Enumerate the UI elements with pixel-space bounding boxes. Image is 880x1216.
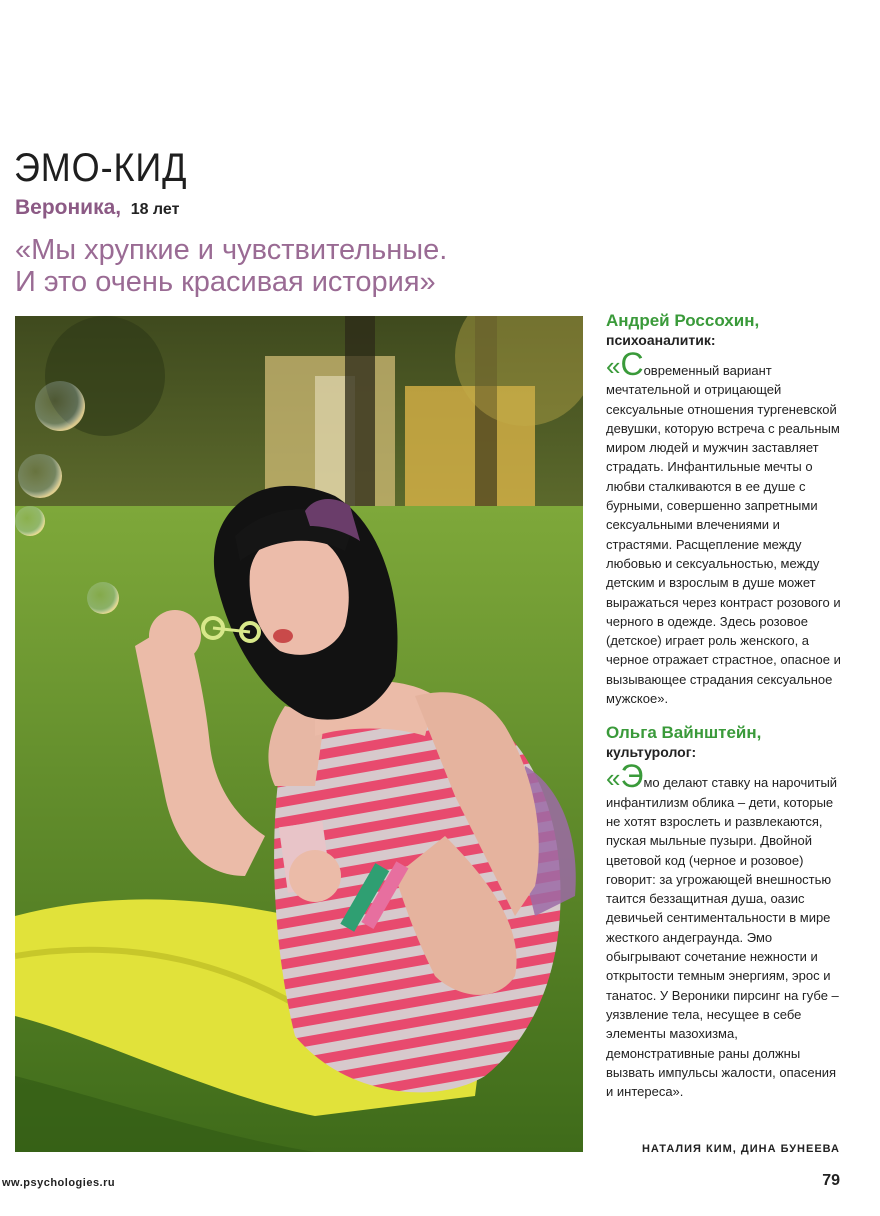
person-age: 18 лет [130, 201, 180, 218]
pull-quote [15, 234, 575, 298]
open-quote-mark: « [606, 763, 621, 794]
drop-cap: С [620, 346, 644, 382]
expert-quote [606, 758, 841, 1101]
expert-role: культуролог: [606, 744, 697, 761]
author-credits: НАТАЛИЯ КИМ, ДИНА БУНЕЕВА [641, 1143, 840, 1155]
person-heading [15, 196, 179, 220]
expert-name: Ольга Вайнштейн, [606, 723, 762, 743]
expert-quote-text: мо делают ставку на нарочитый инфантилизм облика – дети, которые не хотят взрослеть и развлекаются, пуская мыльные пузыри. Двойной цветовой код (черное и розовое) говорит: за угрожающей внешностью таится беззащитная душа, оазис девичьей сентиментальности в мире жесткого андеграунда. Эмо обыгрывают сочетание нежности и открытости темным энергиям, эрос и танатос. У Вероники пирсинг на губе – уязвление тела, несущее в себе элементы мазохизма, демонстративные раны должны вызвать импульсы жалости, опасения и интереса». [606, 775, 839, 1100]
expert-quote [606, 346, 841, 708]
photo-illustration [15, 316, 583, 1152]
expert-quote-text: овременный вариант мечтательной и отрицающей сексуальные отношения тургеневской девушки, которую встреча с реальным миром людей и мужчин заставляет страдать. Инфантильные мечты о любви сталкиваются в ее душе с бурными, совершенно запретными сексуальными влечениями и страстями. Расщепление между любовью и сексуальностью, между детским и взрослым в душе может выражаться через контраст розового и черного в одежде. Здесь розовое (детское) играет роль женского, а черное отражает страстное, опасное и вызывающее страдания сексуальное мужское». [606, 363, 841, 707]
expert-name: Андрей Россохин, [606, 311, 760, 330]
photo-girl-blowing-bubbles [15, 316, 583, 1152]
drop-cap: Э [620, 758, 644, 795]
person-name: Вероника, [15, 196, 122, 219]
website-url: ww.psychologies.ru [2, 1177, 116, 1189]
page-number: 79 [822, 1172, 840, 1189]
open-quote-mark: « [606, 351, 621, 381]
expert-comment-1 [606, 310, 841, 708]
pull-quote-line-1: «Мы хрупкие и чувствительные. [15, 234, 448, 266]
section-title: ЭМО-КИД [14, 146, 188, 190]
expert-comments-sidebar [606, 310, 841, 1101]
expert-role: психоаналитик: [606, 332, 716, 348]
expert-comment-2 [606, 722, 841, 1101]
pull-quote-line-2: И это очень красивая история» [15, 266, 436, 298]
